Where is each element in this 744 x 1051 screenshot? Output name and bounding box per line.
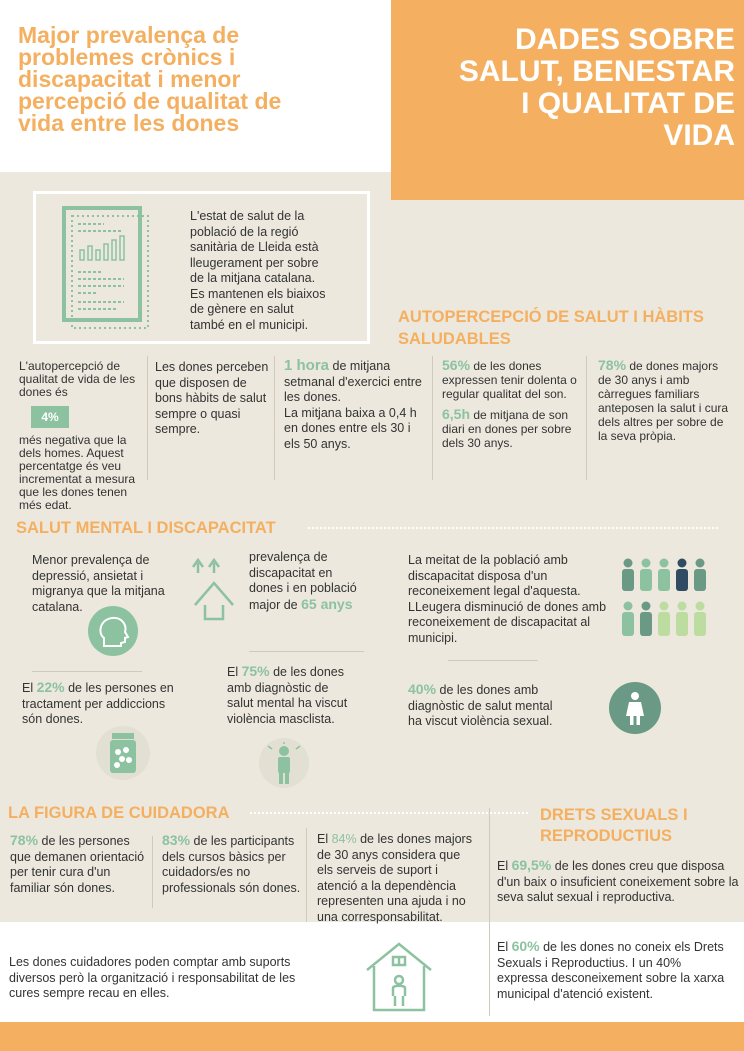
stat-addictions-prefix: El xyxy=(22,681,37,695)
population-group-icon xyxy=(620,557,740,642)
arrows-up-icon xyxy=(190,555,242,623)
stat-sexual-violence-text: de les dones amb diagnòstic de salut mental ha viscut violència sexual. xyxy=(408,683,553,728)
mental-health-heading: SALUT MENTAL I DISCAPACITAT xyxy=(16,519,276,537)
heading-dotted-rule xyxy=(250,812,528,814)
stat-gender-violence-highlight: 75% xyxy=(241,663,270,679)
heading-dotted-rule xyxy=(308,527,718,529)
stat-sleep xyxy=(442,358,582,450)
stat-rights-awareness xyxy=(497,939,742,1002)
stat-addictions xyxy=(22,680,187,728)
stat-dependency-prefix: El xyxy=(317,832,332,846)
stat-quality-of-life xyxy=(19,360,137,512)
intro-text: L'estat de salut de la població de la regió sanitària de Lleida està lleugerament per sobre de la mitjana catalana. Es mantenen els biaixos de gènere en salut també en el municipi. xyxy=(190,209,326,332)
stat-orientation-text: de les persones que demanen orientació per tenir cura d'un familiar són dones. xyxy=(10,834,145,895)
pill-jar-icon xyxy=(108,732,138,774)
stat-gender-violence-prefix: El xyxy=(227,665,242,679)
stat-quality-of-life-top: L'autopercepció de qualitat de vida de les dones és xyxy=(19,359,136,399)
stat-disability-highlight: 65 anys xyxy=(301,595,353,612)
stat-rights-awareness-text: de les dones no coneix els Drets Sexuals i Reproductius. I un 40% expressa desconeixement sobre la xarxa municipal d'atenció existent. xyxy=(497,940,725,1001)
stat-courses xyxy=(162,833,307,896)
stat-disability-recognition: La meitat de la població amb discapacitat disposa d'un reconeixement legal d'aquesta. LLeugera disminució de dones amb reconeixement de discapacitat al municipi. xyxy=(408,553,607,645)
stat-sexual-knowledge-text: de les dones creu que disposa d'un baix o insuficient coneixement sobre la seva salut sexual i reproductiva. xyxy=(497,859,739,904)
stat-sleep-hours-text: de mitjana de son diari en dones per sobre dels 30 anys. xyxy=(442,408,572,450)
sexual-rights-heading: DRETS SEXUALS I REPRODUCTIUS xyxy=(540,806,688,845)
stat-orientation-highlight: 78% xyxy=(10,832,39,848)
column-divider xyxy=(147,356,148,480)
home-caregiver-icon xyxy=(364,940,434,1012)
percentage-badge: 4% xyxy=(31,406,69,428)
stat-depression: Menor prevalença de depressió, ansietat i migranya que la mitjana catalana. xyxy=(32,553,165,614)
stat-caregivers-health-text: de dones majors de 30 anys i amb càrregues familiars anteposen la salut i cura dels altres per sobre de la seva pròpia. xyxy=(598,359,729,443)
stat-dependency-highlight: 84% xyxy=(331,832,357,846)
caregiver-heading: LA FIGURA DE CUIDADORA xyxy=(8,804,230,822)
stat-dependency-services xyxy=(317,832,477,925)
stat-exercise xyxy=(284,358,424,452)
column-divider xyxy=(306,828,307,922)
row-divider xyxy=(249,651,364,652)
row-divider xyxy=(32,671,142,672)
stat-sleep-hours-highlight: 6,5h xyxy=(442,406,471,422)
page-title: DADES SOBRE SALUT, BENESTAR I QUALITAT DE VIDA xyxy=(458,23,735,152)
column-divider xyxy=(489,808,490,1016)
stat-addictions-highlight: 22% xyxy=(36,679,65,695)
stat-healthy-habits: Les dones perceben que disposen de bons hàbits de salut sempre o quasi sempre. xyxy=(155,360,269,436)
stat-sexual-violence-highlight: 40% xyxy=(408,681,437,697)
stat-exercise-highlight: 1 hora xyxy=(284,357,330,374)
header-subtitle: Major prevalença de problemes crònics i discapacitat i menor percepció de qualitat de vida entre les dones xyxy=(18,22,282,136)
column-divider xyxy=(586,356,587,480)
stat-sexual-knowledge xyxy=(497,858,742,906)
stat-caregivers-health-highlight: 78% xyxy=(598,357,627,373)
stat-dependency-text: de les dones majors de 30 anys considera que els serveis de suport i atenció a la dependència representen una ajuda i no una corresponsabilitat. xyxy=(317,832,472,924)
column-divider xyxy=(152,836,153,908)
health-report-icon xyxy=(62,206,152,332)
stat-gender-violence-text: de les dones amb diagnòstic de salut mental ha viscut violència masclista. xyxy=(227,665,348,726)
stat-gender-violence xyxy=(227,664,367,727)
stat-exercise-detail: La mitjana baixa a 0,4 h en dones entre els 30 i els 50 anys. xyxy=(284,405,417,451)
row-divider xyxy=(448,660,538,661)
stat-sleep-highlight: 56% xyxy=(442,357,471,373)
column-divider xyxy=(432,356,433,480)
stat-exercise-text: de mitjana setmanal d'exercici entre les dones. xyxy=(284,359,422,404)
stat-rights-awareness-highlight: 60% xyxy=(511,938,540,954)
header-orange-front xyxy=(391,172,744,200)
stat-orientation xyxy=(10,833,150,896)
stat-sexual-violence xyxy=(408,682,618,730)
stat-caregivers-health xyxy=(598,358,738,443)
column-divider xyxy=(274,356,275,480)
stat-sexual-knowledge-highlight: 69,5% xyxy=(511,857,552,873)
stat-courses-highlight: 83% xyxy=(162,832,191,848)
stat-addictions-text: de les persones en tractament per addiccions són dones. xyxy=(22,681,174,726)
stat-disability-text: prevalença de discapacitat en dones i en població major de xyxy=(249,550,357,612)
stat-disability-prevalence xyxy=(249,550,379,613)
distressed-person-icon xyxy=(264,741,304,785)
self-perception-heading: AUTOPERCEPCIÓ DE SALUT I HÀBITS SALUDABLES xyxy=(398,308,704,348)
stat-courses-text: de les participants dels cursos bàsics per cuidadors/es no professionals són dones. xyxy=(162,834,301,895)
stat-sexual-knowledge-prefix: El xyxy=(497,859,512,873)
head-profile-icon xyxy=(88,606,138,656)
stat-rights-awareness-prefix: El xyxy=(497,940,512,954)
woman-icon xyxy=(609,682,661,734)
footer-bar xyxy=(0,1022,744,1051)
stat-quality-of-life-bottom: més negativa que la dels homes. Aquest percentatge és veu incrementat a mesura que les dones tenen més edat. xyxy=(19,433,136,512)
caregiver-support-text: Les dones cuidadores poden comptar amb suports diversos però la organització i responsabilitat de les cures sempre recau en elles. xyxy=(9,955,296,1000)
stat-sleep-text: de les dones expressen tenir dolenta o regular qualitat del son. xyxy=(442,359,577,401)
